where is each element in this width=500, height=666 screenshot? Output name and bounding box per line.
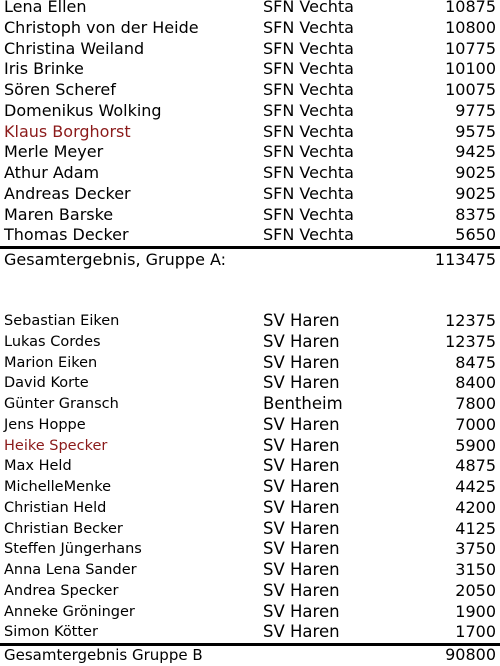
player-score: 7800 [455, 394, 496, 413]
table-row [0, 498, 500, 519]
player-score: 10800 [445, 17, 496, 37]
club-name: SFN Vechta [263, 163, 354, 182]
club-name: SFN Vechta [263, 0, 354, 16]
table-row [0, 142, 500, 163]
club-name: SV Haren [263, 539, 340, 559]
player-score: 9775 [455, 100, 496, 120]
total-value: 113475 [434, 250, 496, 269]
table-row [0, 59, 500, 80]
club-name: SFN Vechta [263, 204, 354, 224]
player-score: 9025 [455, 163, 496, 182]
player-name: Andrea Specker [4, 582, 119, 599]
player-score: 1900 [455, 601, 496, 621]
table-row [0, 415, 500, 436]
player-score: 4125 [455, 518, 496, 538]
player-score: 3150 [455, 560, 496, 579]
player-name: Christian Becker [4, 520, 123, 537]
table-row-highlighted [0, 122, 500, 143]
table-row [0, 332, 500, 353]
club-name: SV Haren [263, 456, 340, 476]
club-name: SFN Vechta [263, 59, 354, 79]
table-row [0, 581, 500, 602]
player-score: 10875 [445, 0, 496, 16]
player-score: 8375 [455, 204, 496, 224]
table-row [0, 519, 500, 540]
player-score: 7000 [455, 414, 496, 434]
player-score: 4200 [455, 497, 496, 517]
club-name: SFN Vechta [263, 17, 354, 37]
table-row [0, 394, 500, 415]
club-name: SV Haren [263, 352, 340, 372]
club-name: SFN Vechta [263, 38, 354, 58]
total-row-group-a [0, 246, 500, 271]
club-name: SFN Vechta [263, 225, 354, 245]
player-name: Lukas Cordes [4, 333, 101, 350]
player-score: 5900 [455, 435, 496, 455]
club-name: SV Haren [263, 477, 340, 496]
club-name: SV Haren [263, 518, 340, 538]
player-score: 1700 [455, 622, 496, 642]
player-score: 2050 [455, 580, 496, 600]
player-name: Domenikus Wolking [4, 100, 162, 120]
table-row [0, 353, 500, 374]
player-name: David Korte [4, 375, 89, 392]
table-row-highlighted [0, 436, 500, 457]
player-name: Thomas Decker [4, 225, 129, 245]
table-row [0, 101, 500, 122]
club-name: SFN Vechta [263, 121, 354, 141]
club-name: SV Haren [263, 622, 340, 642]
club-name: SV Haren [263, 435, 340, 455]
club-name: SV Haren [263, 560, 340, 579]
player-score: 9025 [455, 183, 496, 203]
player-name: Christina Weiland [4, 38, 145, 58]
table-row [0, 560, 500, 581]
club-name: SFN Vechta [263, 142, 354, 162]
club-name: SV Haren [263, 580, 340, 600]
table-row [0, 80, 500, 101]
player-score: 8475 [455, 352, 496, 372]
table-row [0, 477, 500, 498]
total-value: 90800 [445, 645, 496, 664]
player-score: 12375 [445, 331, 496, 351]
player-name: Andreas Decker [4, 183, 131, 203]
player-name: Sebastian Eiken [4, 313, 120, 329]
player-score: 10775 [445, 38, 496, 58]
player-score: 9425 [455, 142, 496, 162]
table-row [0, 622, 500, 643]
total-label: Gesamtergebnis Gruppe B [4, 646, 203, 664]
table-row [0, 18, 500, 39]
table-row [0, 0, 500, 18]
club-name: SV Haren [263, 414, 340, 434]
player-name: Anna Lena Sander [4, 562, 137, 578]
table-row [0, 225, 500, 246]
table-row [0, 184, 500, 205]
player-name-highlighted: Heike Specker [4, 437, 108, 454]
club-name: SV Haren [263, 373, 340, 393]
player-name: Iris Brinke [4, 59, 84, 79]
club-name: SFN Vechta [263, 80, 354, 99]
club-name: Bentheim [263, 394, 343, 413]
results-table-group-b [0, 311, 500, 666]
club-name: SV Haren [263, 331, 340, 351]
table-row [0, 163, 500, 184]
club-name: SV Haren [263, 497, 340, 517]
club-name: SFN Vechta [263, 183, 354, 203]
table-row [0, 539, 500, 560]
player-name: Simon Kötter [4, 624, 98, 641]
total-label: Gesamtergebnis, Gruppe A: [4, 250, 227, 269]
table-row [0, 39, 500, 60]
table-row [0, 205, 500, 226]
player-score: 5650 [455, 225, 496, 245]
results-table-group-a [0, 0, 500, 271]
player-name: Günter Gransch [4, 396, 119, 412]
player-score: 12375 [445, 311, 496, 330]
player-name: Christian Held [4, 499, 107, 516]
player-score: 4875 [455, 456, 496, 476]
player-name: Anneke Gröninger [4, 603, 135, 620]
player-name: Max Held [4, 458, 72, 475]
club-name: SFN Vechta [263, 100, 354, 120]
player-name: MichelleMenke [4, 479, 112, 495]
table-row [0, 602, 500, 623]
player-score: 10100 [445, 59, 496, 79]
player-name: Lena Ellen [4, 0, 87, 16]
player-name: Athur Adam [4, 163, 100, 182]
table-row [0, 456, 500, 477]
player-score: 3750 [455, 539, 496, 559]
player-name: Steffen Jüngerhans [4, 541, 142, 558]
player-score: 9575 [455, 121, 496, 141]
player-name: Maren Barske [4, 204, 114, 224]
table-row [0, 311, 500, 332]
club-name: SV Haren [263, 311, 340, 330]
player-score: 8400 [455, 373, 496, 393]
player-score: 10075 [445, 80, 496, 99]
player-name: Marion Eiken [4, 354, 98, 371]
player-name: Christoph von der Heide [4, 17, 199, 37]
player-name-highlighted: Klaus Borghorst [4, 121, 131, 141]
player-name: Merle Meyer [4, 142, 104, 162]
player-score: 4425 [455, 477, 496, 496]
club-name: SV Haren [263, 601, 340, 621]
player-name: Jens Hoppe [4, 416, 86, 433]
table-row [0, 373, 500, 394]
player-name: Sören Scheref [4, 80, 116, 99]
